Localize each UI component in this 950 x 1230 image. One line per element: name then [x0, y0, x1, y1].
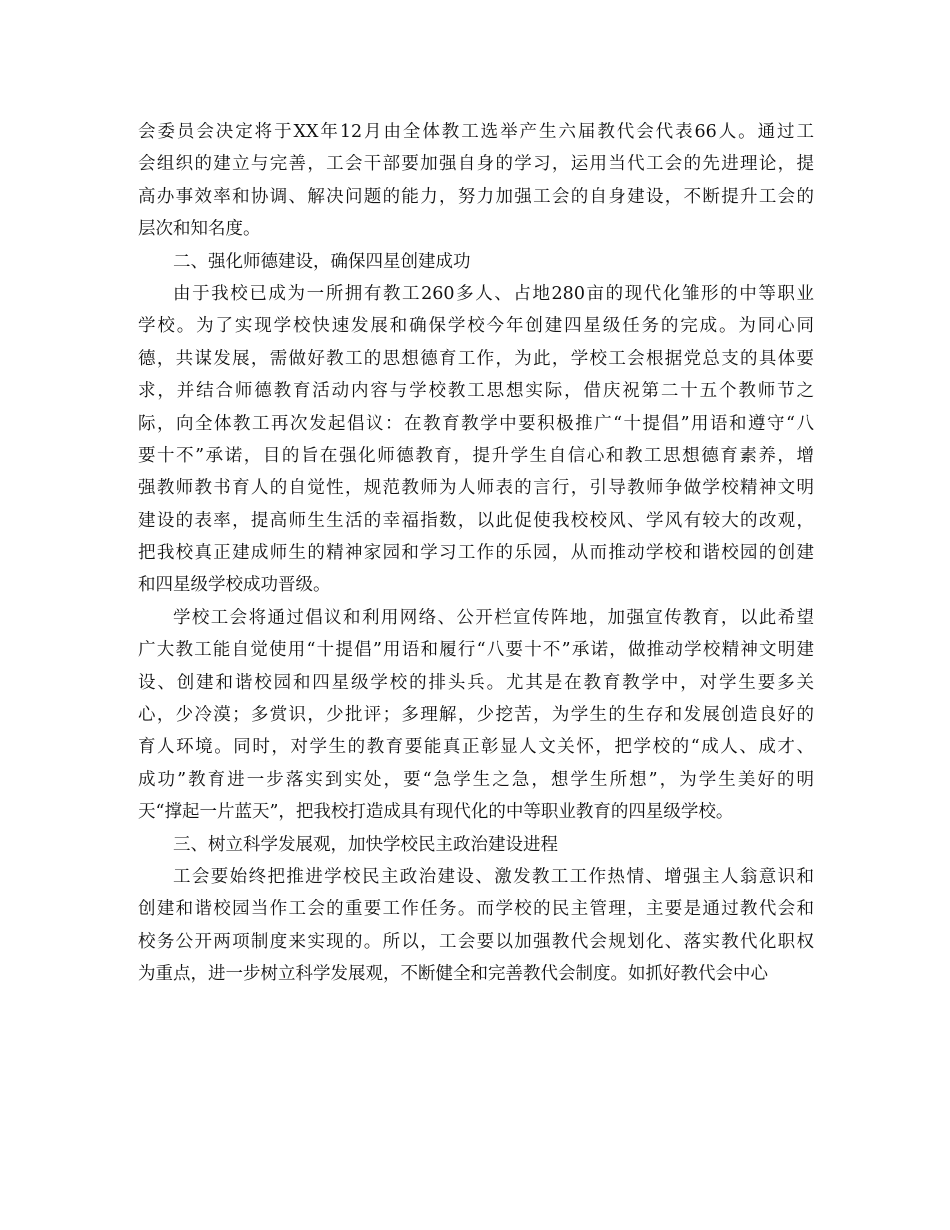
text-line: 心，少冷漠；多赏识，少批评；多理解，少挖苦，为学生的生存和发展创造良好的 — [138, 705, 814, 726]
text-line: 高办事效率和协调、解决问题的能力，努力加强工会的自身建设，不断提升工会的 — [138, 186, 814, 207]
paragraph — [138, 602, 814, 829]
text-line: 广大教工能自觉使用“十提倡”用语和履行“八要十不”承诺，做推动学校精神文明建 — [138, 640, 814, 661]
text-line: 建设的表率，提高师生生活的幸福指数，以此促使我校校风、学风有较大的改观， — [138, 510, 814, 531]
paragraph — [138, 116, 814, 246]
text-line: 层次和知名度。 — [138, 219, 261, 240]
text-line: 育人环境。同时，对学生的教育要能真正彰显人文关怀，把学校的“成人、成才、 — [138, 737, 814, 758]
text-line: 把我校真正建成师生的精神家园和学习工作的乐园，从而推动学校和谐校园的创建 — [138, 543, 814, 564]
paragraph — [138, 861, 814, 991]
section-heading — [138, 829, 814, 861]
text-line: 天“撑起一片蓝天”，把我校打造成具有现代化的中等职业教育的四星级学校。 — [138, 802, 734, 823]
text-line: 和四星级学校成功晋级。 — [138, 575, 331, 596]
text-line: 学校工会将通过倡议和利用网络、公开栏宣传阵地，加强宣传教育，以此希望 — [173, 607, 814, 628]
text-line: 要十不”承诺，目的旨在强化师德教育，提升学生自信心和教工思想德育素养，增 — [138, 445, 814, 466]
text-line: 德，共谋发展，需做好教工的思想德育工作，为此，学校工会根据党总支的具体要 — [138, 348, 814, 369]
text-line: 工会要始终把推进学校民主政治建设、激发教工工作热情、增强主人翁意识和 — [173, 866, 814, 887]
paragraph — [138, 278, 814, 602]
text-line: 会组织的建立与完善，工会干部要加强自身的学习，运用当代工会的先进理论，提 — [138, 154, 814, 175]
text-line: 由于我校已成为一所拥有教工260多人、占地280亩的现代化雏形的中等职业 — [173, 283, 814, 304]
text-line: 校务公开两项制度来实现的。所以，工会要以加强教代会规划化、落实教代化职权 — [138, 931, 814, 952]
text-line: 三、树立科学发展观，加快学校民主政治建设进程 — [173, 834, 558, 855]
text-line: 为重点，进一步树立科学发展观，不断健全和完善教代会制度。如抓好教代会中心 — [138, 964, 768, 985]
section-heading — [138, 246, 814, 278]
text-line: 成功”教育进一步落实到实处，要“急学生之急，想学生所想”，为学生美好的明 — [138, 769, 814, 790]
text-line: 际，向全体教工再次发起倡议：在教育教学中要积极推广“十提倡”用语和遵守“八 — [138, 413, 814, 434]
text-line: 求，并结合师德教育活动内容与学校教工思想实际，借庆祝第二十五个教师节之 — [138, 381, 814, 402]
text-line: 二、强化师德建设，确保四星创建成功 — [173, 251, 471, 272]
text-line: 强教师教书育人的自觉性，规范教师为人师表的言行，引导教师争做学校精神文明 — [138, 478, 814, 499]
document-page — [138, 116, 814, 991]
text-line: 设、创建和谐校园和四星级学校的排头兵。尤其是在教育教学中，对学生要多关 — [138, 672, 814, 693]
text-line: 学校。为了实现学校快速发展和确保学校今年创建四星级任务的完成。为同心同 — [138, 316, 814, 337]
text-line: 创建和谐校园当作工会的重要工作任务。而学校的民主管理，主要是通过教代会和 — [138, 899, 814, 920]
text-line: 会委员会决定将于XX年12月由全体教工选举产生六届教代会代表66人。通过工 — [138, 122, 814, 142]
